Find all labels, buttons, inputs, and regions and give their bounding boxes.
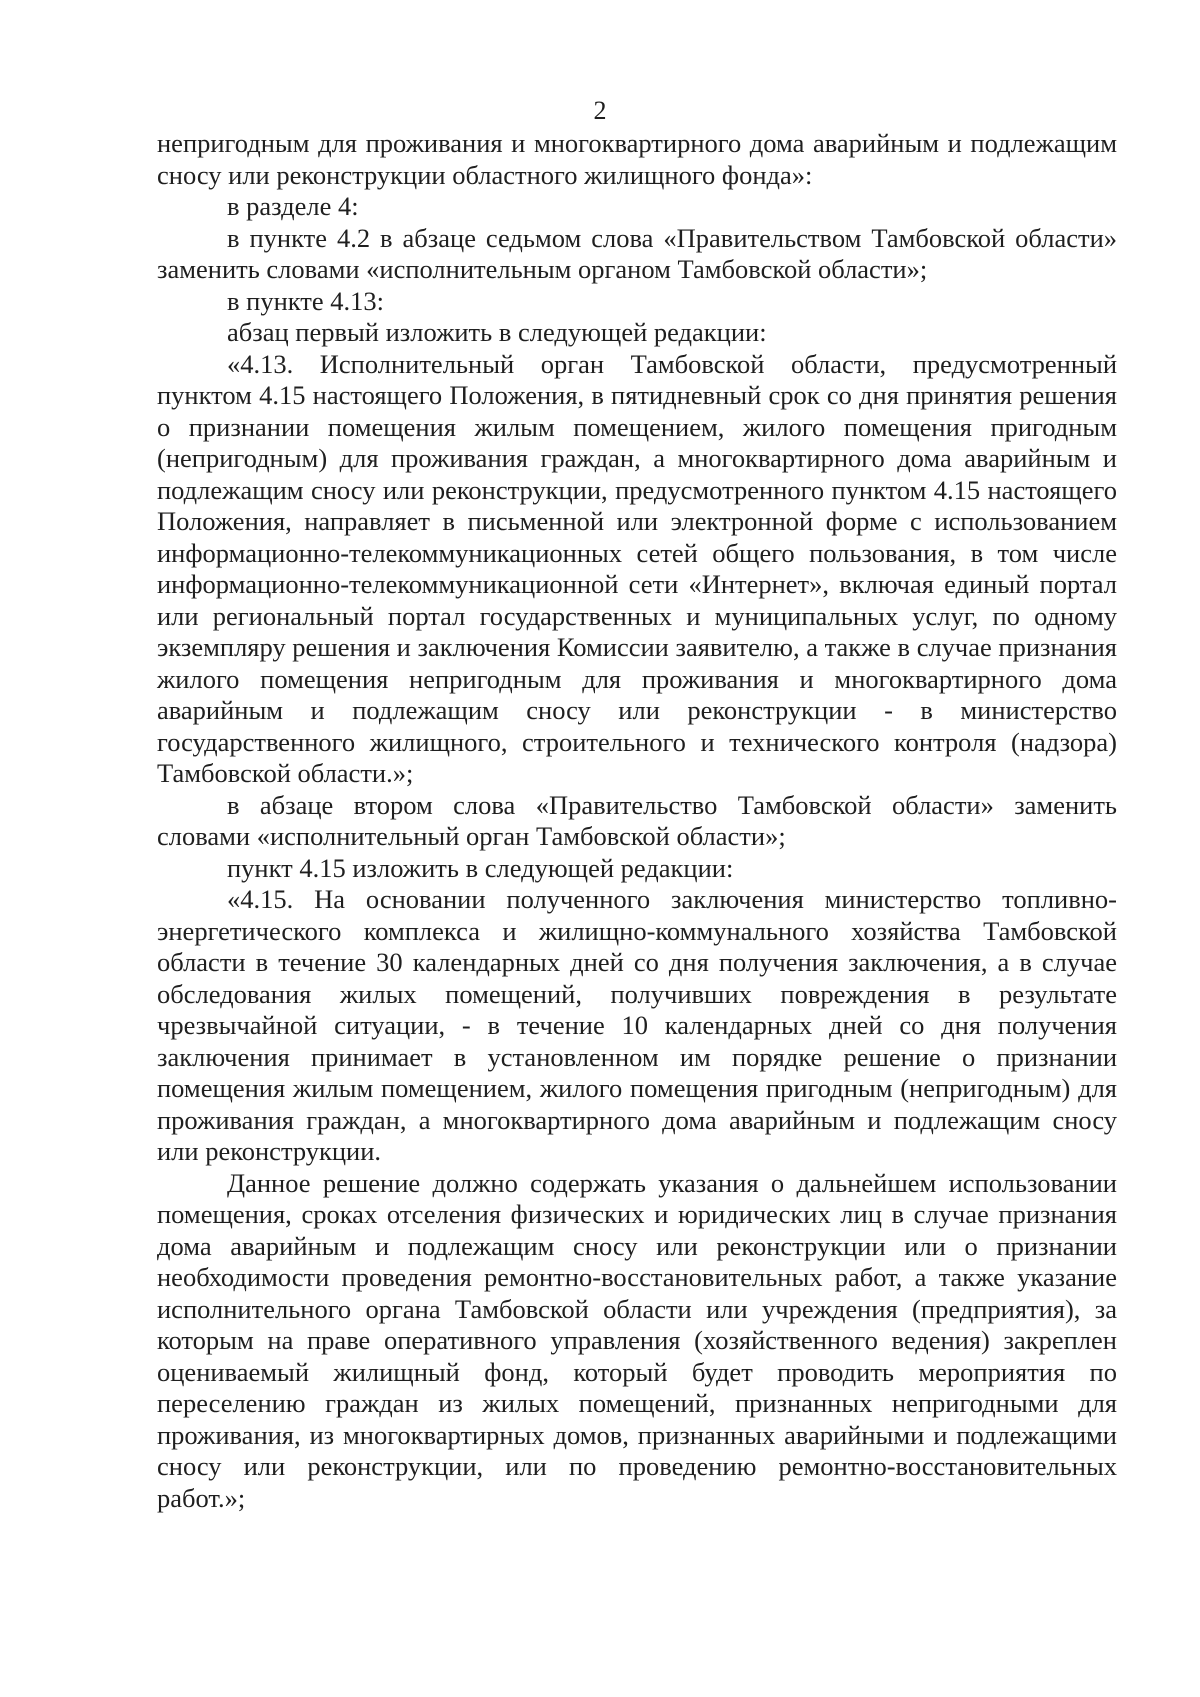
page-number: 2 [593,96,607,125]
paragraph-decision-content: Данное решение должно содержать указания о дальнейшем использовании помещения, сроках отселения физических и юридических лиц в случае признания дома аварийным и подлежащим сносу или реконструкции или о признании необходимости проведения ремонтно-восстановительных работ, а также указание исполнительного органа Тамбовской области или учреждения (предприятия), за которым на праве оперативного управления (хозяйственного ведения) закреплен оцениваемый жилищный фонд, который будет проводить мероприятия по переселению граждан из жилых помещений, признанных непригодными для проживания, из многоквартирных домов, признанных аварийными и подлежащими сносу или реконструкции, или по проведению ремонтно-восстановительных работ.»; [157,1167,1117,1513]
paragraph-section-4: в разделе 4: [227,191,359,221]
document-body [157,128,1117,1514]
paragraph-first-abzac: абзац первый изложить в следующей редакции: [227,317,767,347]
paragraph-point-4-13-text: «4.13. Исполнительный орган Тамбовской области, предусмотренный пунктом 4.15 настоящего Положения, в пятидневный срок со дня принятия решения о признании помещения жилым помещением, жилого помещения пригодным (непригодным) для проживания граждан, а многоквартирного дома аварийным и подлежащим сносу или реконструкции, предусмотренного пунктом 4.15 настоящего Положения, направляет в письменной или электронной форме с использованием информационно-телекоммуникационных сетей общего пользования, в том числе информационно-телекоммуникационной сети «Интернет», включая единый портал или региональный портал государственных и муниципальных услуг, по одному экземпляру решения и заключения Комиссии заявителю, а также в случае признания жилого помещения непригодным для проживания и многоквартирного дома аварийным и подлежащим сносу или реконструкции - в министерство государственного жилищного, строительного и технического контроля (надзора) Тамбовской области.»; [157,348,1117,788]
paragraph-point-4-2: в пункте 4.2 в абзаце седьмом слова «Правительством Тамбовской области» заменить словами «исполнительным органом Тамбовской области»; [157,222,1117,284]
paragraph-second-abzac: в абзаце втором слова «Правительство Тамбовской области» заменить словами «исполнительный орган Тамбовской области»; [157,789,1117,851]
paragraph-point-4-15-text: «4.15. На основании полученного заключения министерство топливно-энергетического комплекса и жилищно-коммунального хозяйства Тамбовской области в течение 30 календарных дней со дня получения заключения, а в случае обследования жилых помещений, получивших повреждения в результате чрезвычайной ситуации, - в течение 10 календарных дней со дня получения заключения принимает в установленном им порядке решение о признании помещения жилым помещением, жилого помещения пригодным (непригодным) для проживания граждан, а многоквартирного дома аварийным и подлежащим сносу или реконструкции. [157,884,1117,1166]
paragraph-point-4-15-heading: пункт 4.15 изложить в следующей редакции: [227,852,734,883]
paragraph-point-4-13-heading: в пункте 4.13: [227,285,384,316]
paragraph-continuation: непригодным для проживания и многоквартирного дома аварийным и подлежащим сносу или реконструкции областного жилищного фонда»: [157,128,1117,190]
